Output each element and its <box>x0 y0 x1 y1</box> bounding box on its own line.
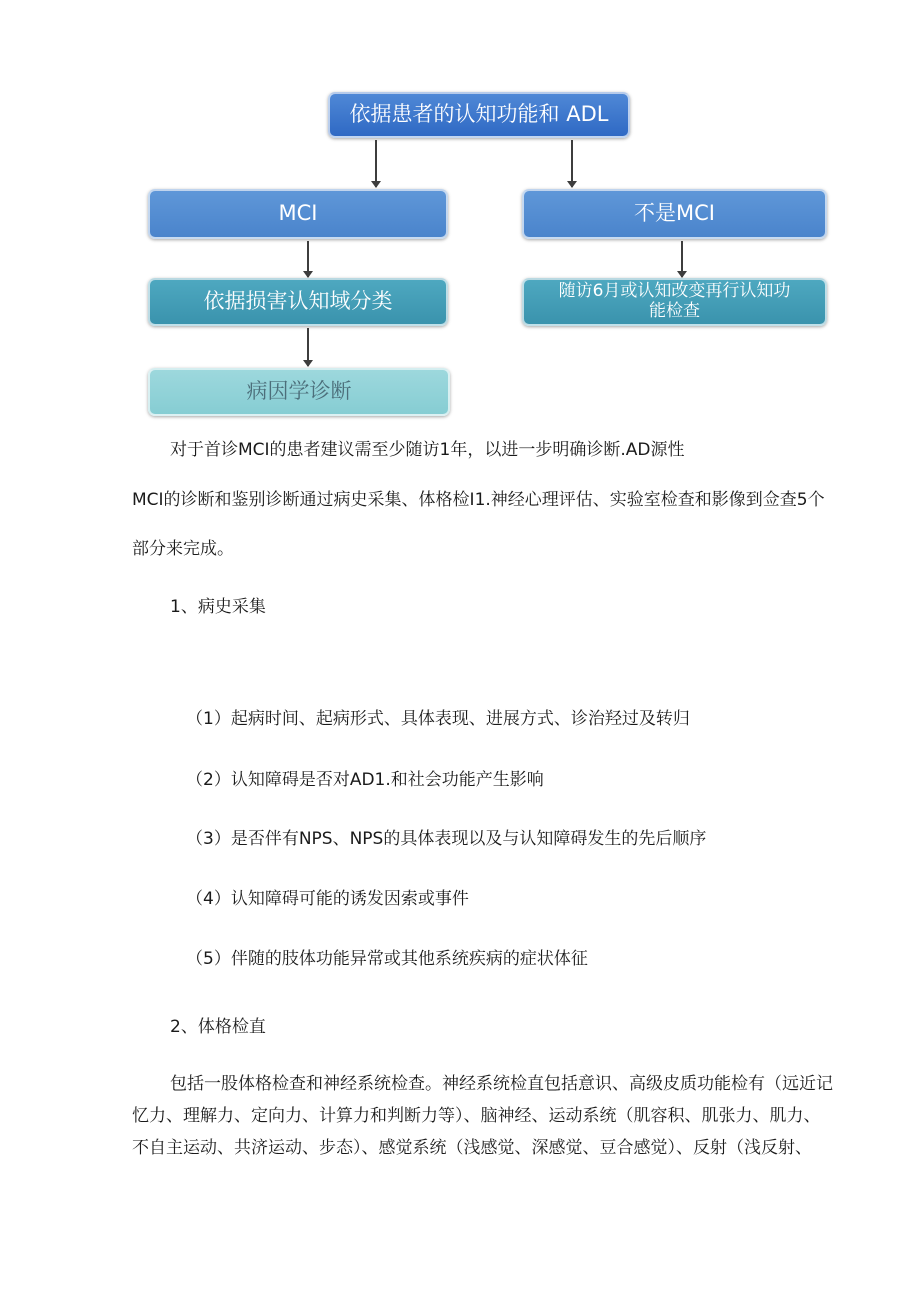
flow-box-mci: MCI <box>148 189 448 239</box>
followup-line-2: 能检查 <box>649 301 700 321</box>
history-item-1: （1）起病时间、起病形式、具体表现、进展方式、诊治羟过及转归 <box>186 709 690 729</box>
intro-line-3: 部分来完成。 <box>132 539 234 559</box>
exam-para-line-2: 忆力、理解力、定向力、计算力和判断力等）、脑神经、运动系统（肌容积、肌张力、肌力、 <box>132 1106 821 1126</box>
history-item-3: （3）是否伴有NPS、NPS的具体表现以及与认知障碍发生的先后顺序 <box>186 829 707 849</box>
history-item-5: （5）伴随的肢体功能异常或其他系统疾病的症状体征 <box>186 949 588 969</box>
section-2-heading: 2、体格检直 <box>170 1017 266 1037</box>
section-1-heading: 1、病史采集 <box>170 597 266 617</box>
intro-line-2: MCI的诊断和鉴别诊断通过病史采集、体格检I1.神经心理评估、实验室检查和影像到佥查5个 <box>132 490 825 510</box>
followup-line-1: 随访6月或认知改变再行认知功 <box>558 281 791 302</box>
flow-box-cognition-adl: 依据患者的认知功能和 ADL <box>328 92 630 138</box>
diagnosis-flowchart <box>0 0 920 430</box>
arrow-to-mci <box>375 140 377 187</box>
arrow-to-followup <box>681 241 683 277</box>
flow-box-not-mci: 不是MCI <box>522 189 827 239</box>
flow-box-classify: 依据损害认知域分类 <box>148 278 448 326</box>
arrow-to-etiology <box>307 328 309 366</box>
arrow-to-classify <box>307 241 309 277</box>
exam-para-line-3: 不自主运动、共济运动、步态）、感觉系统（浅感觉、深感觉、豆合感觉）、反射（浅反射、 <box>132 1138 812 1158</box>
flow-box-etiology: 病因学诊断 <box>148 368 450 416</box>
exam-para-line-1: 包括一股体格检查和神经系统检查。神经系统检直包括意识、高级皮质功能检有（远近记 <box>170 1074 833 1094</box>
arrow-to-not-mci <box>571 140 573 187</box>
flow-box-followup <box>522 278 827 326</box>
history-item-2: （2）认知障碍是否对AD1.和社会功能产生影响 <box>186 770 544 790</box>
intro-line-1: 对于首诊MCI的患者建议需至少随访1年，以进一步明确诊断.AD源性 <box>170 440 685 460</box>
history-item-4: （4）认知障碍可能的诱发因索或事件 <box>186 889 469 909</box>
